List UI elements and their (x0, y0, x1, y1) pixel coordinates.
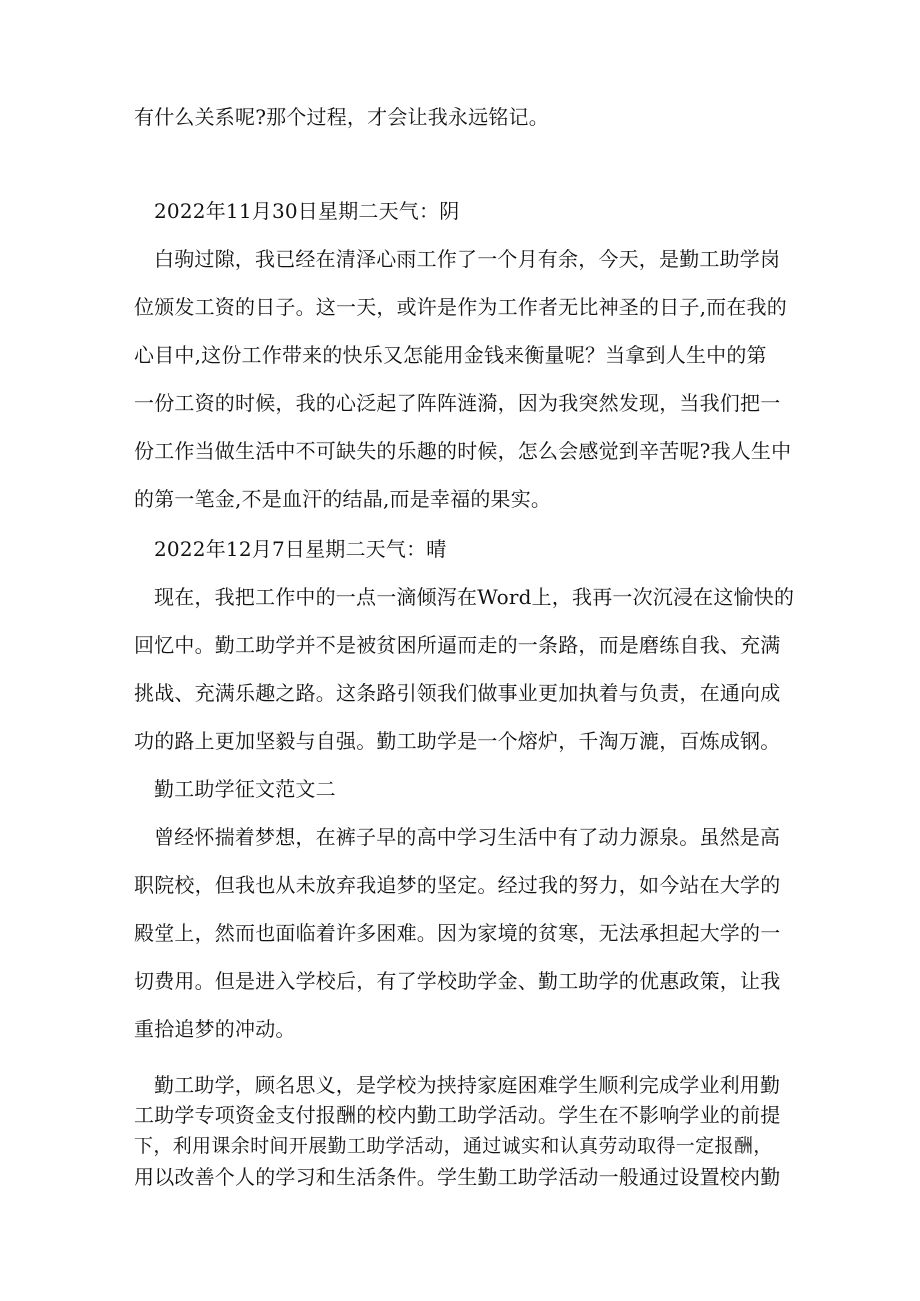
text-line: 用以改善个人的学习和生活条件。学生勤工助学活动一般通过设置校内勤 (134, 1165, 781, 1189)
text-line: 功的路上更加坚毅与自强。勤工助学是一个熔炉，千淘万漉，百炼成钢。 (134, 729, 781, 753)
text-line: 挑战、充满乐趣之路。这条路引领我们做事业更加执着与负责，在通向成 (134, 681, 781, 705)
text-line: 勤工助学，顾名思义，是学校为挟持家庭困难学生顺利完成学业利用勤 (154, 1073, 781, 1097)
text-line: 殿堂上，然而也面临着许多困难。因为家境的贫寒，无法承担起大学的一 (134, 921, 781, 945)
text-line: 心目中,这份工作带来的快乐又怎能用金钱来衡量呢？当拿到人生中的第 (134, 343, 767, 367)
text-line: 回忆中。勤工助学并不是被贫困所逼而走的一条路，而是磨练自我、充满 (134, 633, 781, 657)
text-line: 切费用。但是进入学校后，有了学校助学金、勤工助学的优惠政策，让我 (134, 969, 781, 993)
text-line: 白驹过隙，我已经在清泽心雨工作了一个月有余，今天，是勤工助学岗 (154, 247, 781, 271)
text-line: 下，利用课余时间开展勤工助学活动，通过诚实和认真劳动取得一定报酬， (134, 1135, 773, 1157)
diary-date-heading: 2022年11月30日星期二天气：阴 (154, 199, 460, 223)
diary-date-heading: 2022年12月7日星期二天气：晴 (154, 537, 447, 561)
text-line: 一份工资的时候，我的心泛起了阵阵涟漪，因为我突然发现，当我们把一 (134, 391, 781, 415)
section-heading: 勤工助学征文范文二 (154, 777, 336, 801)
text-line: 位颁发工资的日子。这一天，或许是作为工作者无比神圣的日子,而在我的 (134, 295, 787, 319)
text-line: 职院校，但我也从未放弃我追梦的坚定。经过我的努力，如今站在大学的 (134, 873, 781, 897)
text-line: 的第一笔金,不是血汗的结晶,而是幸福的果实。 (134, 487, 552, 511)
text-line: 工助学专项资金支付报酬的校内勤工助学活动。学生在不影响学业的前提 (134, 1103, 781, 1127)
text-line: 有什么关系呢?那个过程，才会让我永远铭记。 (134, 105, 549, 129)
text-line: 曾经怀揣着梦想，在裤子早的高中学习生活中有了动力源泉。虽然是高 (154, 825, 781, 849)
text-line: 现在，我把工作中的一点一滴倾泻在Word上，我再一次沉浸在这愉快的 (154, 585, 795, 609)
text-line: 重拾追梦的冲动。 (134, 1017, 296, 1041)
text-line: 份工作当做生活中不可缺失的乐趣的时候，怎么会感觉到辛苦呢?我人生中 (134, 439, 792, 463)
